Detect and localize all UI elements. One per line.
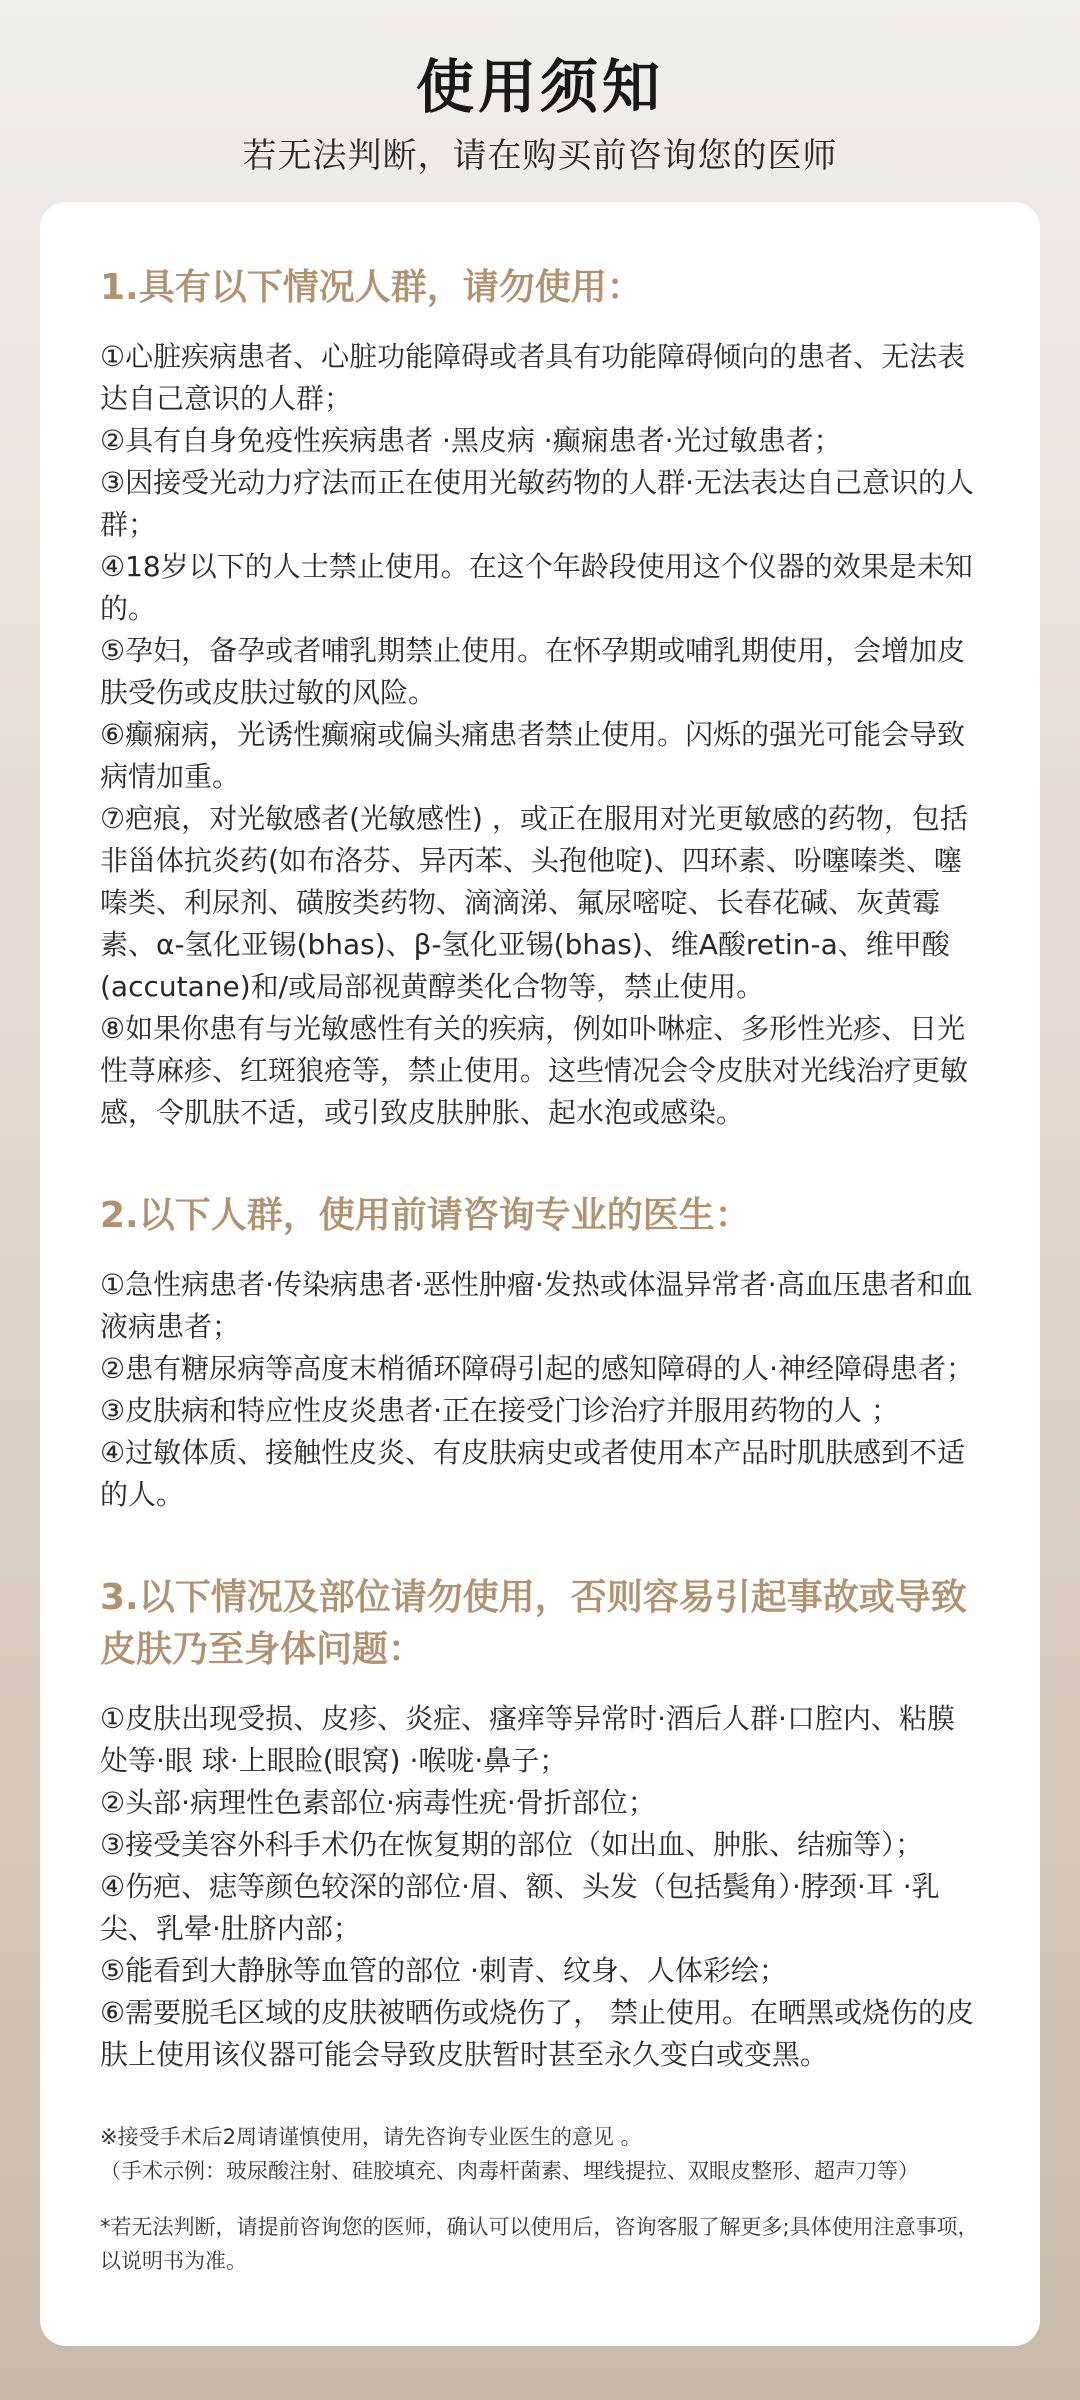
section-title: 1.具有以下情况人群，请勿使用：	[100, 267, 643, 308]
list-item: ⑦疤痕，对光敏感者(光敏感性) ，或正在服用对光更敏感的药物，包括非甾体抗炎药(如布洛芬、异丙苯、头孢他啶)、四环素、吩噻嗪类、噻嗪类、利尿剂、磺胺类药物、滴滴涕、氟尿嘧啶、长春花碱、灰黄霉素、α-氢化亚锡(bhas)、β-氢化亚锡(bhas)、维A酸retin-a、维甲酸(accutane)和/或局部视黄醇类化合物等，禁止使用。	[100, 802, 968, 1003]
list-item: ②患有糖尿病等高度末梢循环障碍引起的感知障碍的人·神经障碍患者；	[100, 1352, 975, 1385]
list-item: ②具有自身免疫性疾病患者 ·黑皮病 ·癫痫患者·光过敏患者；	[100, 424, 842, 457]
list-item: ⑤孕妇，备孕或者哺乳期禁止使用。在怀孕期或哺乳期使用，会增加皮肤受伤或皮肤过敏的风险。	[100, 634, 966, 709]
section-prohibited-areas	[100, 1572, 980, 2076]
list-item: ⑥需要脱毛区域的皮肤被晒伤或烧伤了， 禁止使用。在晒黑或烧伤的皮肤上使用该仪器可能会导致皮肤暂时甚至永久变白或变黑。	[100, 1996, 975, 2071]
page-header	[0, 0, 1080, 200]
list-item: ②头部·病理性色素部位·病毒性疣·骨折部位；	[100, 1786, 656, 1819]
list-item: ①心脏疾病患者、心脏功能障碍或者具有功能障碍倾向的患者、无法表达自己意识的人群；	[100, 340, 966, 415]
section-title: 3.以下情况及部位请勿使用，否则容易引起事故或导致皮肤乃至身体问题：	[100, 1577, 967, 1670]
list-item: ①皮肤出现受损、皮疹、炎症、瘙痒等异常时·酒后人群·口腔内、粘膜处等·眼 球·上眼睑(眼窝) ·喉咙·鼻子；	[100, 1702, 955, 1777]
list-item: ①急性病患者·传染病患者·恶性肿瘤·发热或体温异常者·高血压患者和血液病患者；	[100, 1268, 973, 1343]
list-item: ③皮肤病和特应性皮炎患者·正在接受门诊治疗并服用药物的人 ；	[100, 1394, 899, 1427]
list-item: ④18岁以下的人士禁止使用。在这个年龄段使用这个仪器的效果是未知的。	[100, 550, 973, 625]
surgery-note: ※接受手术后2周请谨慎使用，请先咨询专业医生的意见 。	[100, 2125, 642, 2149]
list-item: ⑤能看到大静脉等血管的部位 ·刺青、纹身、人体彩绘；	[100, 1954, 787, 1987]
list-item: ③因接受光动力疗法而正在使用光敏药物的人群·无法表达自己意识的人群；	[100, 466, 975, 541]
disclaimer-note: *若无法判断，请提前咨询您的医师，确认可以使用后，咨询客服了解更多;具体使用注意事项，以说明书为准。	[100, 2215, 979, 2273]
notice-card	[40, 202, 1040, 2346]
list-item: ④伤疤、痣等颜色较深的部位·眉、额、头发（包括鬓角）·脖颈·耳 ·乳尖、乳晕·肚脐内部；	[100, 1870, 940, 1945]
section-consult-doctor	[100, 1190, 980, 1516]
surgery-examples-note: （手术示例：玻尿酸注射、硅胶填充、肉毒杆菌素、埋线提拉、双眼皮整形、超声刀等）	[100, 2159, 919, 2183]
page-title: 使用须知	[415, 53, 664, 121]
list-item: ⑧如果你患有与光敏感性有关的疾病，例如卟啉症、多形性光疹、日光性荨麻疹、红斑狼疮等，禁止使用。这些情况会令皮肤对光线治疗更敏感，令肌肤不适，或引致皮肤肿胀、起水泡或感染。	[100, 1012, 969, 1129]
section-prohibited	[100, 262, 980, 1134]
footnotes	[100, 2120, 980, 2278]
page-subtitle: 若无法判断，请在购买前咨询您的医师	[242, 136, 838, 176]
list-item: ③接受美容外科手术仍在恢复期的部位（如出血、肿胀、结痂等）；	[100, 1828, 924, 1861]
list-item: ④过敏体质、接触性皮炎、有皮肤病史或者使用本产品时肌肤感到不适的人。	[100, 1436, 966, 1511]
list-item: ⑥癫痫病，光诱性癫痫或偏头痛患者禁止使用。闪烁的强光可能会导致病情加重。	[100, 718, 966, 793]
section-title: 2.以下人群，使用前请咨询专业的医生：	[100, 1195, 751, 1236]
